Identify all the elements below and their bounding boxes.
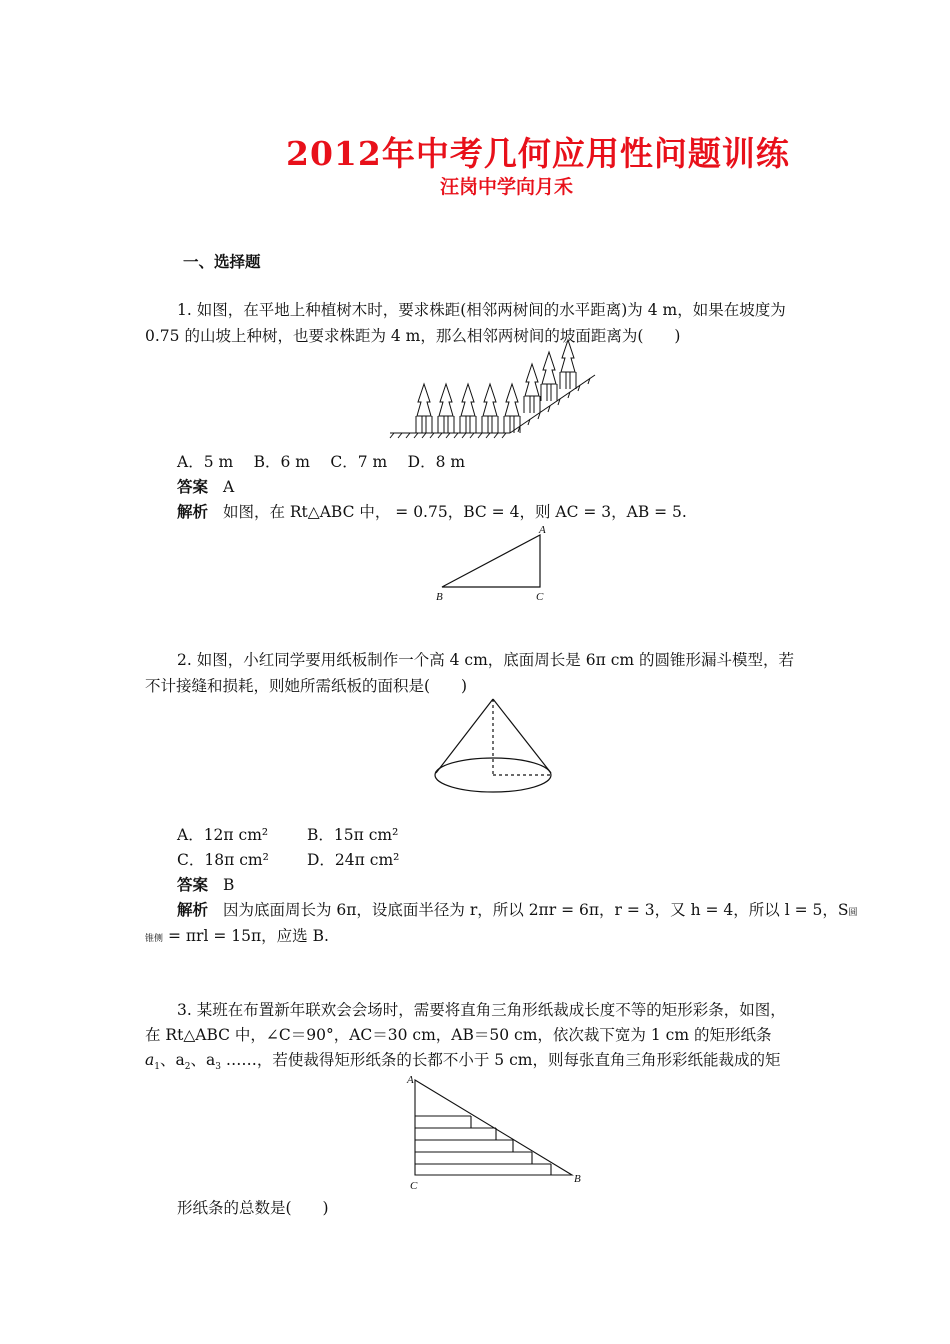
q2-option-d: D．24π cm² bbox=[307, 851, 400, 869]
q3-a1: a bbox=[145, 1051, 155, 1069]
q1-label-B: B bbox=[436, 591, 443, 603]
q3-text-line1: 3. 某班在布置新年联欢会会场时，需要将直角三角形纸裁成长度不等的矩形彩条，如图， bbox=[177, 1001, 786, 1019]
q2-option-c: C．18π cm² bbox=[177, 851, 269, 869]
q2-analysis: 因为底面周长为 6π，设底面半径为 r，所以 2πr = 6π，r = 3，又 h = 4，所以 l = 5，S bbox=[222, 901, 849, 919]
q1-label-C: C bbox=[536, 591, 544, 603]
q3-label-B: B bbox=[574, 1173, 581, 1185]
section-heading: 一、选择题 bbox=[183, 252, 261, 271]
page-title: 2012年中考几何应用性问题训练 bbox=[286, 134, 790, 173]
q3-text-line2: 在 Rt△ABC 中，∠C＝90°，AC＝30 cm，AB＝50 cm，依次裁下宽为 1 cm 的矩形纸条 bbox=[145, 1026, 772, 1044]
q1-answer-label: 答案 bbox=[177, 477, 209, 496]
q1-analysis: 如图，在 Rt△ABC 中， = 0.75，BC = 4，则 AC = 3，AB = 5. bbox=[222, 503, 687, 521]
q1-label-A: A bbox=[539, 524, 546, 536]
q1-slope-trees-figure bbox=[390, 360, 600, 440]
q3-text-line3: $a_1$、$a_2$、$a_3$ ……，若使裁得矩形纸条的长都不小于 5 cm，则每张直角三角形彩纸能裁成的矩 bbox=[145, 1051, 781, 1073]
q2-option-b: B．15π cm² bbox=[307, 826, 399, 844]
q1-analysis-label: 解析 bbox=[177, 502, 209, 521]
q2-analysis-sub1: 圆 bbox=[848, 908, 858, 918]
q2-analysis-label: 解析 bbox=[177, 900, 209, 919]
q1-options: A．5 m B．6 m C．7 m D．8 m bbox=[177, 453, 466, 471]
q3-strips-figure bbox=[405, 1072, 590, 1192]
q2-text-line1: 2. 如图，小红同学要用纸板制作一个高 4 cm，底面周长是 6π cm 的圆锥形漏斗模型，若 bbox=[177, 651, 795, 669]
q2-cone-figure bbox=[430, 695, 560, 805]
q2-answer: B bbox=[222, 876, 235, 894]
q3-label-A: A bbox=[407, 1074, 414, 1086]
q2-option-a: A．12π cm² bbox=[177, 826, 269, 844]
author-line: 汪岗中学向月禾 bbox=[440, 176, 574, 198]
q2-answer-label: 答案 bbox=[177, 875, 209, 894]
q2-analysis-line2: = πrl = 15π，应选 B. bbox=[163, 927, 329, 945]
q1-answer: A bbox=[222, 478, 235, 496]
q2-analysis-sub2: 锥侧 bbox=[145, 934, 164, 944]
q1-text-line1: 1. 如图，在平地上种植树木时，要求株距(相邻两树间的水平距离)为 4 m，如果在坡度为 bbox=[177, 301, 786, 319]
q1-text-line2: 0.75 的山坡上种树，也要求株距为 4 m，那么相邻两树间的坡面距离为( ) bbox=[145, 327, 681, 345]
q2-text-line2: 不计接缝和损耗，则她所需纸板的面积是( ) bbox=[145, 677, 468, 695]
q3-label-C: C bbox=[410, 1180, 418, 1192]
q1-right-triangle-figure bbox=[432, 525, 552, 605]
q3-text-line4: 形纸条的总数是( ) bbox=[177, 1199, 329, 1217]
